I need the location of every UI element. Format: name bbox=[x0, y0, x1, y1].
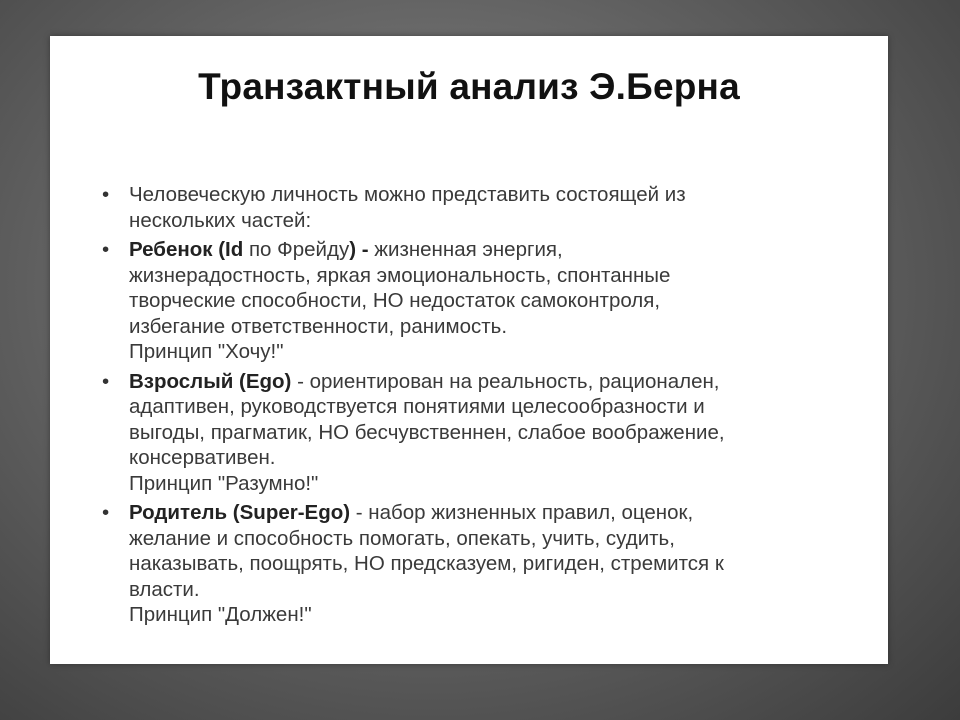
text-line bbox=[129, 369, 862, 395]
text-fragment: - набор жизненных правил, оценок, bbox=[350, 501, 694, 524]
term-child: Ребенок (Id bbox=[129, 238, 244, 261]
text-line: желание и способность помогать, опекать, учить, судить, bbox=[129, 526, 675, 550]
bullet-icon: • bbox=[102, 183, 110, 206]
text-line bbox=[129, 500, 862, 526]
text-line: наказывать, поощрять, НО предсказуем, ригиден, стремится к bbox=[129, 552, 724, 575]
term-child-note: по Фрейду bbox=[243, 238, 350, 261]
text-line: власти. bbox=[129, 577, 200, 601]
bullet-list bbox=[102, 182, 862, 632]
list-item-parent bbox=[102, 500, 862, 628]
text-line: творческие способности, НО недостаток самоконтроля, bbox=[129, 289, 661, 312]
term-parent: Родитель (Super-Ego) bbox=[129, 501, 351, 524]
bullet-icon: • bbox=[102, 501, 110, 524]
list-item-adult bbox=[102, 369, 862, 497]
text-line: избегание ответственности, ранимость. bbox=[129, 314, 508, 338]
principle-line: Принцип "Должен!" bbox=[129, 603, 312, 626]
slide-title: Транзактный анализ Э.Берна bbox=[198, 66, 740, 107]
text-line: адаптивен, руководствуется понятиями целесообразности и bbox=[129, 395, 705, 418]
text-line: нескольких частей: bbox=[129, 208, 312, 232]
text-fragment: - ориентирован на реальность, рационален, bbox=[291, 369, 720, 393]
text-line bbox=[129, 237, 862, 263]
term-child-close: ) - bbox=[349, 238, 369, 261]
slide bbox=[50, 36, 888, 664]
list-item-intro bbox=[102, 182, 862, 233]
bullet-icon: • bbox=[102, 369, 110, 393]
text-line: Человеческую личность можно представить состоящей из bbox=[129, 183, 686, 206]
text-line: выгоды, прагматик, НО бесчувственнен, слабое воображение, bbox=[129, 420, 725, 444]
term-adult: Взрослый (Ego) bbox=[129, 369, 292, 393]
text-line: консервативен. bbox=[129, 446, 276, 469]
principle-line: Принцип "Хочу!" bbox=[129, 340, 284, 363]
bullet-icon: • bbox=[102, 238, 110, 261]
principle-line: Принцип "Разумно!" bbox=[129, 471, 319, 495]
text-fragment: жизненная энергия, bbox=[368, 238, 563, 261]
list-item-child bbox=[102, 237, 862, 365]
text-line: жизнерадостность, яркая эмоциональность, спонтанные bbox=[129, 263, 671, 287]
